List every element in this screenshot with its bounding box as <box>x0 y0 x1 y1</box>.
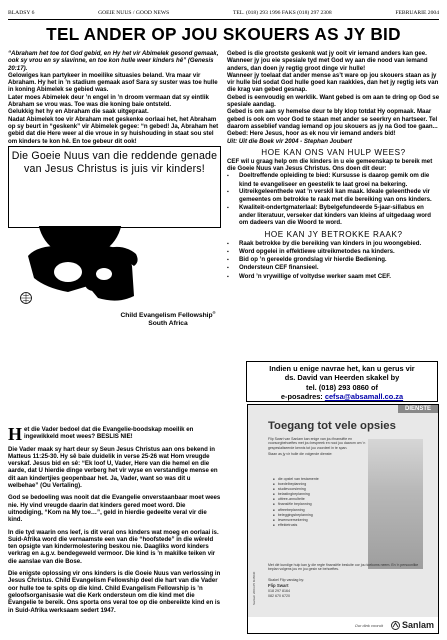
paragraph: Gebed is eenvoudig en werklik. Want gebed is om aan te dring op God se spesiale aandag. <box>227 93 440 109</box>
paragraph: Gebed is die grootste geskenk wat jy ooit vir iemand anders kan gee. Wanneer jy jou eie spesiale tyd met God wy aan die nood van iemand anders, dan doen jy regtig groot dinge vir hulle! <box>227 50 428 72</box>
list-item: ■ beleggingsbeplanning <box>273 513 363 518</box>
advert-footer-text: Met dié kundige hulp kan jy die regte finansiële besluite oor jou toekoms neem. En ’n persoonlike beplan volgens jou en jou gesin se behoeftes. <box>268 563 419 572</box>
list-item: ■ uittree-annuïteite <box>273 497 363 502</box>
email-link[interactable]: cefsa@absamall.co.za <box>324 392 404 402</box>
advisor-photo <box>368 439 423 569</box>
story-column <box>8 426 221 614</box>
list-item: ■ die opstel van testamente <box>273 477 363 482</box>
advert-tag: DIENSTE <box>398 405 438 413</box>
list-item: ▪ Kwaliteit-ondertgmaterlaal: Bybelgefundeerde 5-jaar-sillabus en ander literatuur, verseker dat kinders van kleins af uitgedaag word om dadeers van die Woord te word. <box>227 204 440 227</box>
page-number: BLADSY 6 <box>8 10 35 16</box>
section-heading: HOE KAN JY BETROKKE RAAK? <box>264 229 403 239</box>
paragraph: Nadat Abimelek toe vir Abraham met geskenke oorlaai het, het Abraham op sy beurt in “geskenk” vir Abimelek gegee: “n gebed! Ja, Abraham het gebid dat die Here weer al die vroue in sy huishouding in staat sou stel om kinders te kon hê. En toe gebeur dit ook! <box>8 115 219 145</box>
right-column <box>227 50 440 281</box>
advert-brand-bar <box>248 617 439 633</box>
list-item: ■ effektetrusts <box>273 523 363 528</box>
list-item: ▪ Raak betrokke by die bereiking van kinders in jou woongebied. <box>227 240 440 248</box>
advert-intro: Flip Swart van Sanlam kan enige van jou finansiële en voorsorgbehoeftes met jou bespreek en nooi jou daarom om ’n gespesialiseerde kennis tot jou voordeel in te span. Staan as jy vir hulle die volgende dienste: <box>268 437 366 456</box>
issue-date: FEBRUARIE 2004 <box>395 10 439 16</box>
headline: TEL ANDER OP JOU SKOUERS AS JY BID <box>46 24 401 44</box>
left-column <box>8 50 221 145</box>
list-item: ■ lewensversekering <box>273 518 363 523</box>
paragraph: Gelowiges kan partykeer in moeilike situasies beland. Vra maar vir Abraham. Hy het in ’n stadium gemaak asof Sara sy suster was toe hulle in koning Abimelek se gebied was. <box>8 71 218 94</box>
contact-box <box>246 361 438 402</box>
advert-services-list <box>273 477 363 528</box>
list-item: ■ finansiële beplanning <box>273 502 363 507</box>
paragraph: Wanneer jy toelaat dat ander mense as’t ware op jou skouers staan as jy vir hulle bid sodat God hulle goed kan raakkies, dan het jy regtig iets van die krag van gebed gesnap. <box>227 71 439 94</box>
list-item: ▪ Ondersteun CEF finansieel. <box>227 264 440 272</box>
section-heading: HOE KAN ONS VAN HULP WEES? <box>261 147 406 157</box>
paragraph: Later moes Abimelek deur ’n engel in ’n droom vermaan dat sy eintlik Abraham se vrou was. Toe was die koning baie ontsteld. <box>8 93 209 109</box>
section-intro: CEF wil u graag help om die kinders in u eie gemeenskap te bereik met die Goeie Nuus van Jesus Christus. Ons doen dit deur: <box>227 157 433 173</box>
sanlam-logo: Sanlam <box>391 620 434 630</box>
contact-email-line: e-posadres: cefsa@absamall.co.za <box>280 392 404 402</box>
advert-contact: Skakel Flip vandag by: Flip Swart 018 297 8164 082 670 6720 <box>268 578 305 598</box>
cef-logo-text: Child Evangelism Fellowship® South Africa <box>120 310 216 328</box>
dropcap: H <box>8 424 23 444</box>
source-line: Uit: Uit die Boek vir 2004 - Stephan Joubert <box>227 137 352 145</box>
header-contact: TEL. (018) 293 1996 FAKS (018) 297 2308 <box>232 10 332 16</box>
contact-phone: tel. (018) 293 0860 of <box>306 382 378 392</box>
list-item: ■ studievoorsiening <box>273 487 363 492</box>
prayer-line: Gebed: Here Jesus, hoor as ek nou vir iemand anders bid! <box>227 130 396 138</box>
advert-side-code: Sanlam 2003-05 M-B030 <box>252 571 256 605</box>
story-intro: Het die Vader bedoel dat die Evangelie-boodskap moeilik en ingewikkeld moet wees? BESLIS NIE! <box>8 424 194 444</box>
page-header <box>8 8 439 20</box>
list-item: ■ boedelbeplanning <box>273 482 363 487</box>
bible-quote: “Abraham het toe tot God gebid, en Hy het vir Abimelek gesond gemaak, ook sy vrou en sy slavinne, en toe kon hulle weer kinders hê” (Genesis 20:17). <box>8 50 219 72</box>
contact-line: Indien u enige navrae het, kan u gerus vir <box>269 364 415 373</box>
list-item: ▪ Bid op ’n gereelde grondslag vir hierdie Bediening. <box>227 256 440 264</box>
list-item: ▪ Word opgelei in effektiewe uitreikmetodes na kinders. <box>227 248 440 256</box>
involvement-list <box>227 240 440 281</box>
list-item: ■ aftreebeplanning <box>273 508 363 513</box>
paragraph: God se bedoeling was nooit dat die Evangelie onverstaanbaar moet wees nie. Hy vind vreugde daarin dat kinders gered moet word. Die uitnodiging, “Kom na My toe…”, geld in hierdie gedeelte veral vir die kind. <box>8 494 221 524</box>
paragraph: In die tyd waarin ons leef, is dit veral ons kinders wat moeg en oorlaai is. Suid-Afrika word die vernaamste een van die “hoofstede” in die wêreld ten opsigte van kindermolestering beskou nie. Daagliks word kinders verkrag en a.g.v. bendegeweld vermoor. Die kind is ’n makilke teiken vir die aanslae van die Bose. <box>8 528 219 565</box>
list-item: ▪ Uitreikgeleenthede wat ’n verskil kan maak. Ideale geleenthede vir gemeentes om betrokke te raak met die bereiking van ons kinders. <box>227 188 440 204</box>
help-list <box>227 172 440 226</box>
publication-name: GOEIE NUUS / GOOD NEWS <box>98 10 170 16</box>
child-silhouette-illustration <box>8 226 221 316</box>
advert-slogan: Our dink vooruit <box>354 622 383 628</box>
cef-logo-area <box>8 226 221 328</box>
paragraph: Gebed is om aan sy hemelse deur te bly klop totdat Hy oopmaak. Maar gebed is ook om voor God te staan met ander se seerkry en hartseer. Tel daarom asseblief vandag iemand op jou skouers as jy na God toe gaan... <box>227 108 438 130</box>
sanlam-advert <box>247 404 439 634</box>
list-item: ▪ Doeltreffende opleiding te bied: Kursusse is daarop gemik om die kind te evangeliseer en geestelik te laat groei na bekering. <box>227 172 440 188</box>
paragraph: Die Vader maak sy hart deur sy Seun Jesus Christus aan ons bekend in Matteus 11:25-30. Hy sê baie duidelik in verse 25-26 wat Hom vreugde verskaf. Jesus bid en sê: “Ek loof U, Vader, Here van die hemel en die aarde, dat U hierdie dinge verberg het vir wyse en verstandige mense en dit aan kindertjies geopenbaar het. Ja, Vader, want so was dit u welbehae” (Ou Vertaling). <box>8 445 218 490</box>
sanlam-mark-icon <box>391 621 400 630</box>
paragraph: Gelukkig het hy en Abraham die saak uitgepraat. <box>8 108 149 116</box>
list-item: ▪ Word ’n vrywillige of voltydse werker saam met CEF. <box>227 273 440 281</box>
contact-line: ds. David van Heerden skakel by <box>284 373 400 383</box>
list-item: ■ belastingbeplanning <box>273 492 363 497</box>
advert-title: Toegang tot vele opsies <box>268 420 396 432</box>
promo-title: Die Goeie Nuus van die reddende genade van Jesus Christus is juis vir kinders! <box>11 150 218 175</box>
paragraph: Die enigste oplossing vir ons kinders is die Goeie Nuus van verlossing in Jesus Christus. Child Evangelism Fellowship deel die hart van die Vader oor hulle toe te spits op die kind. Child Evangelism Fellowship is ’n geloofsorganisasie wat die Kerk ondersteun om die kind met die Evangelie te bereik. Ons sporta ons veral toe op die onbereikte kind en is in Suid-Afrika werksaam sedert 1947. <box>8 570 221 614</box>
